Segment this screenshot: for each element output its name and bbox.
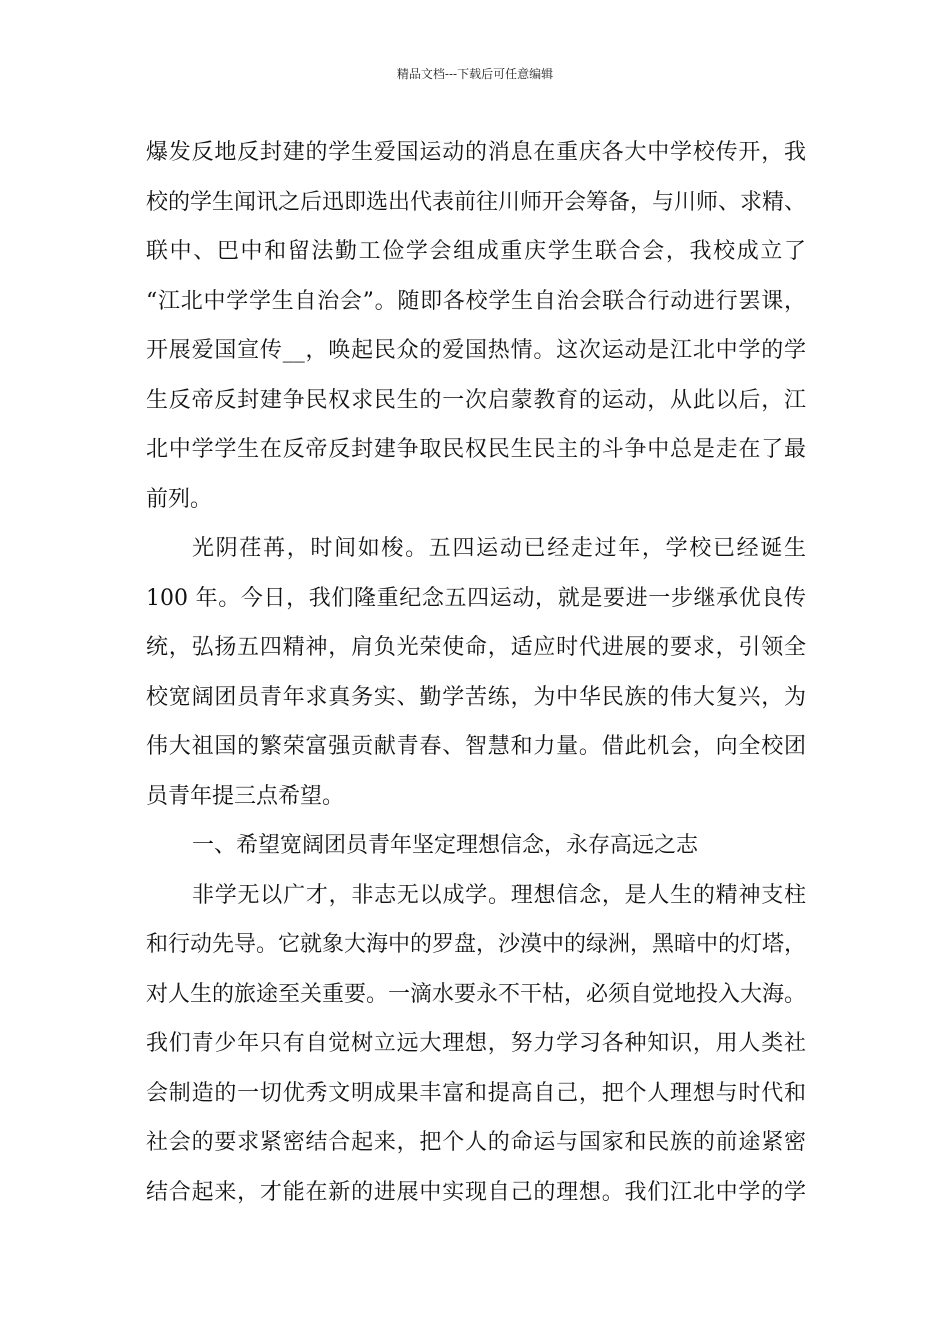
- section-heading: 一、希望宽阔团员青年坚定理想信念，永存高远之志: [192, 833, 699, 858]
- text-line: 联中、巴中和留法勤工俭学会组成重庆学生联合会，我校成立了: [146, 239, 806, 264]
- text-line: 结合起来，才能在新的进展中实现自己的理想。我们江北中学的学: [146, 1179, 806, 1205]
- text-line: 员青年提三点希望。: [146, 783, 345, 809]
- text-line: 100 年。今日，我们隆重纪念五四运动，就是要进一步继承优良传: [146, 585, 806, 611]
- text-line: 北中学学生在反帝反封建争取民权民生民主的斗争中总是走在了最: [146, 437, 806, 462]
- text-line: “江北中学学生自治会”。随即各校学生自治会联合行动进行罢课，: [146, 288, 806, 314]
- text-line: 我们青少年只有自觉树立远大理想，努力学习各种知识，用人类社: [146, 1031, 806, 1056]
- text-line: 伟大祖国的繁荣富强贡献青春、智慧和力量。借此机会，向全校团: [146, 734, 806, 759]
- text-line: 对人生的旅途至关重要。一滴水要永不干枯，必须自觉地投入大海。: [146, 981, 806, 1007]
- document-body: [146, 128, 806, 1217]
- text-line: 非学无以广才，非志无以成学。理想信念，是人生的精神支柱: [192, 882, 806, 908]
- text-line: 前列。: [146, 486, 213, 512]
- text-line: 会制造的一切优秀文明成果丰富和提高自己，把个人理想与时代和: [146, 1080, 806, 1106]
- text-line: 光阴荏苒，时间如梭。五四运动已经走过年，学校已经诞生: [192, 536, 806, 561]
- text-line: 开展爱国宣传__，唤起民众的爱国热情。这次运动是江北中学的学: [146, 338, 806, 363]
- text-line: 生反帝反封建争民权求民生的一次启蒙教育的运动，从此以后，江: [146, 387, 806, 413]
- text-line: 校宽阔团员青年求真务实、勤学苦练，为中华民族的伟大复兴，为: [146, 684, 806, 710]
- text-line: 爆发反地反封建的学生爱国运动的消息在重庆各大中学校传开，我: [146, 140, 806, 165]
- text-line: 校的学生闻讯之后迅即选出代表前往川师开会筹备，与川师、求精、: [146, 189, 806, 215]
- text-line: 社会的要求紧密结合起来，把个人的命运与国家和民族的前途紧密: [146, 1130, 806, 1155]
- page-header: 精品文档---下载后可任意编辑: [396, 67, 554, 81]
- text-line: 统，弘扬五四精神，肩负光荣使命，适应时代进展的要求，引领全: [146, 635, 806, 660]
- text-line: 和行动先导。它就象大海中的罗盘，沙漠中的绿洲，黑暗中的灯塔，: [146, 932, 806, 957]
